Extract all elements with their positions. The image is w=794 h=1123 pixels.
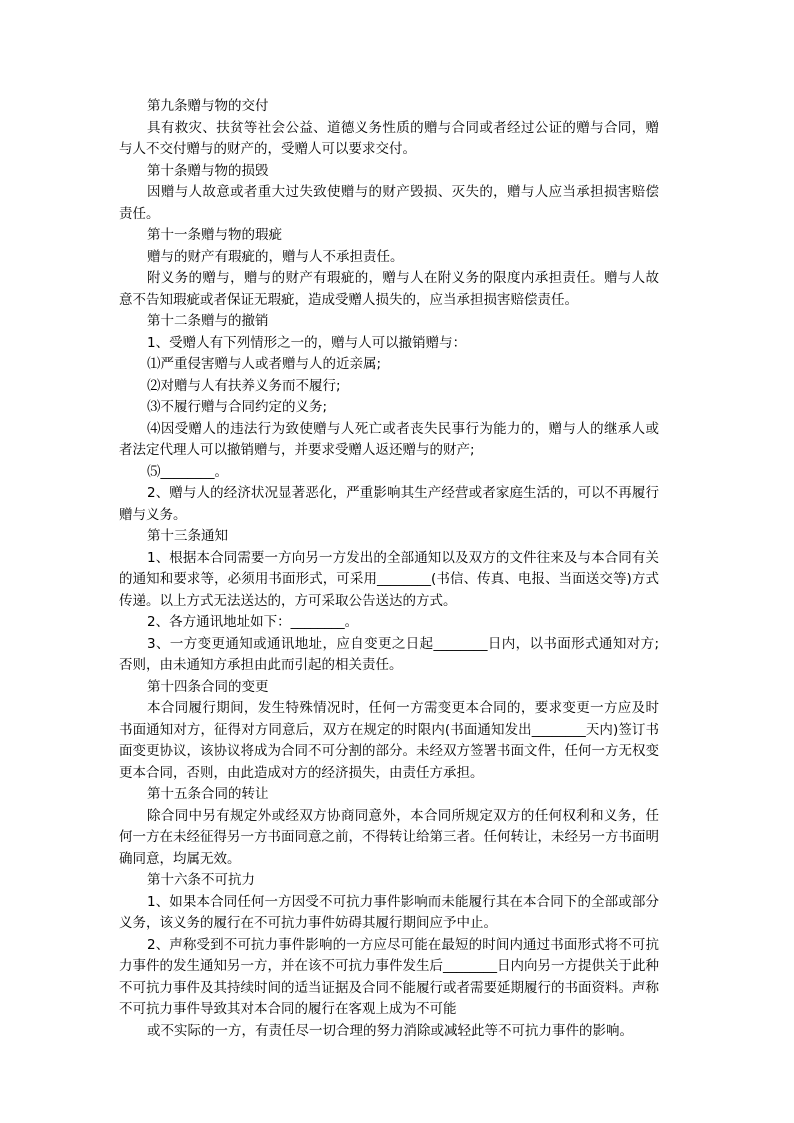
article-12-item-2: ⑵对赠与人有扶养义务而不履行;	[147, 377, 341, 394]
article-16-clause-2: 2、声称受到不可抗力事件影响的一方应尽可能在最短的时间内通过书面形式将不可抗力事件的发生通知另一方，并在该不可抗力事件发生后________日内向另一方提供关于此种不可抗力事件及其持续时间的适当证据及合同不能履行或者需要延期履行的书面资料。声称不可抗力事件导致其对本合同的履行在客观上成为不可能	[119, 936, 659, 1017]
article-13-heading: 第十三条通知	[147, 528, 228, 544]
article-9-heading: 第九条赠与物的交付	[147, 98, 269, 114]
article-12-clause-2: 2、赠与人的经济状况显著恶化，严重影响其生产经营或者家庭生活的，可以不再履行赠与义务。	[119, 485, 659, 523]
article-14-text: 本合同履行期间，发生特殊情况时，任何一方需变更本合同的，要求变更一方应及时书面通知对方，征得对方同意后，双方在规定的时限内(书面通知发出________天内)签订书面变更协议，该协议将成为合同不可分割的部分。未经双方签署书面文件，任何一方无权变更本合同，否则，由此造成对方的经济损失，由责任方承担。	[119, 700, 659, 781]
article-12-item-5: ⑸________。	[147, 463, 228, 480]
article-12-heading: 第十二条赠与的撤销	[147, 313, 269, 329]
article-13-clause-3: 3、一方变更通知或通讯地址，应自变更之日起________日内，以书面形式通知对方;否则，由未通知方承担由此而引起的相关责任。	[119, 635, 659, 673]
document-page	[119, 96, 659, 1042]
article-11-heading: 第十一条赠与物的瑕疵	[147, 227, 282, 243]
article-13-clause-2: 2、各方通讯地址如下：________。	[147, 614, 359, 630]
article-9-text: 具有救灾、扶贫等社会公益、道德义务性质的赠与合同或者经过公证的赠与合同，赠与人不交付赠与的财产的，受赠人可以要求交付。	[119, 119, 659, 157]
article-16-clause-2-cont: 或不实际的一方，有责任尽一切合理的努力消除或减轻此等不可抗力事件的影响。	[147, 1022, 633, 1039]
article-11-text-2: 附义务的赠与，赠与的财产有瑕疵的，赠与人在附义务的限度内承担责任。赠与人故意不告知瑕疵或者保证无瑕疵，造成受赠人损失的，应当承担损害赔偿责任。	[119, 270, 659, 308]
article-12-item-3: ⑶不履行赠与合同约定的义务;	[147, 399, 328, 415]
article-16-clause-1: 1、如果本合同任何一方因受不可抗力事件影响而未能履行其在本合同下的全部或部分义务，该义务的履行在不可抗力事件妨碍其履行期间应予中止。	[119, 893, 659, 931]
article-10-text: 因赠与人故意或者重大过失致使赠与的财产毁损、灭失的，赠与人应当承担损害赔偿责任。	[119, 184, 659, 222]
article-15-heading: 第十五条合同的转让	[147, 786, 269, 802]
article-16-heading: 第十六条不可抗力	[147, 872, 255, 888]
article-10-heading: 第十条赠与物的损毁	[147, 162, 269, 179]
article-12-clause-1: 1、受赠人有下列情形之一的，赠与人可以撤销赠与：	[147, 334, 467, 351]
article-12-item-1: ⑴严重侵害赠与人或者赠与人的近亲属;	[147, 356, 382, 372]
article-15-text: 除合同中另有规定外或经双方协商同意外，本合同所规定双方的任何权利和义务，任何一方在未经征得另一方书面同意之前，不得转让给第三者。任何转让，未经另一方书面明确同意，均属无效。	[119, 807, 659, 867]
article-12-item-4: ⑷因受赠人的违法行为致使赠与人死亡或者丧失民事行为能力的，赠与人的继承人或者法定代理人可以撤销赠与，并要求受赠人返还赠与的财产;	[119, 420, 659, 458]
article-14-heading: 第十四条合同的变更	[147, 678, 269, 695]
article-13-clause-1: 1、根据本合同需要一方向另一方发出的全部通知以及双方的文件往来及与本合同有关的通知和要求等，必须用书面形式，可采用________(书信、传真、电报、当面送交等)方式传递。以上方式无法送达的，方可采取公告送达的方式。	[119, 549, 659, 609]
article-11-text-1: 赠与的财产有瑕疵的，赠与人不承担责任。	[147, 248, 404, 265]
